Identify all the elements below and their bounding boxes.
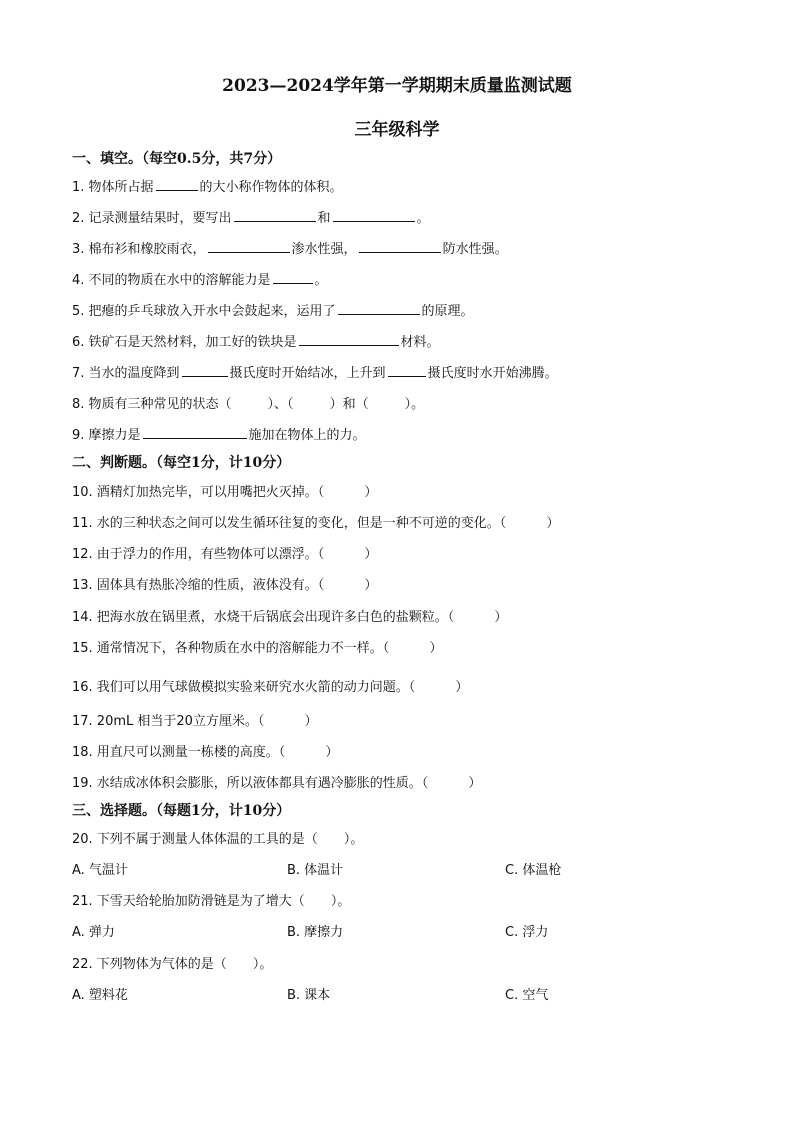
answer-blank[interactable] [182, 364, 228, 377]
answer-blank[interactable] [273, 271, 313, 284]
question-6: 6. 铁矿石是天然材料，加工好的铁块是 材料。 [72, 335, 440, 350]
question-18: 18. 用直尺可以测量一栋楼的高度。（ ） [72, 745, 339, 760]
question-11: 11. 水的三种状态之间可以发生循环往复的变化，但是一种不可逆的变化。（ ） [72, 516, 560, 531]
question-5: 5. 把瘪的乒乓球放入开水中会鼓起来，运用了 的原理。 [72, 304, 474, 319]
section-multiple-choice-heading: 三、选择题。（每题1分，计10分） [72, 803, 291, 819]
question-2: 2. 记录测量结果时，要写出 和 。 [72, 211, 430, 226]
question-8: 8. 物质有三种常见的状态（ ）、（ ）和（ ）。 [72, 397, 425, 412]
answer-blank[interactable] [208, 240, 290, 253]
option-b[interactable]: B. 摩擦力 [287, 925, 344, 940]
answer-blank[interactable] [156, 178, 198, 191]
section-fill-blank-heading: 一、填空。（每空0.5分，共7分） [72, 151, 282, 167]
answer-blank[interactable] [234, 209, 316, 222]
question-16: 16. 我们可以用气球做模拟实验来研究水火箭的动力问题。（ ） [72, 680, 469, 695]
option-b[interactable]: B. 体温计 [287, 863, 344, 878]
question-10: 10. 酒精灯加热完毕，可以用嘴把火灭掉。（ ） [72, 485, 378, 500]
question-1: 1. 物体所占据 的大小称作物体的体积。 [72, 180, 343, 195]
question-14: 14. 把海水放在锅里煮，水烧干后锅底会出现许多白色的盐颗粒。（ ） [72, 610, 508, 625]
question-17: 17. 20mL 相当于20立方厘米。（ ） [72, 714, 318, 729]
question-4: 4. 不同的物质在水中的溶解能力是 。 [72, 273, 328, 288]
option-a[interactable]: A. 弹力 [72, 925, 115, 940]
option-a[interactable]: A. 气温计 [72, 863, 128, 878]
question-19: 19. 水结成冰体积会膨胀，所以液体都具有遇冷膨胀的性质。（ ） [72, 776, 482, 791]
answer-blank[interactable] [299, 333, 399, 346]
question-7: 7. 当水的温度降到 摄氏度时开始结冰，上升到 摄氏度时水开始沸腾。 [72, 366, 558, 381]
option-a[interactable]: A. 塑料花 [72, 988, 128, 1003]
section-true-false-heading: 二、判断题。（每空1分，计10分） [72, 455, 291, 471]
question-21: 21. 下雪天给轮胎加防滑链是为了增大（ ）。 [72, 894, 351, 909]
question-3: 3. 棉布衫和橡胶雨衣， 渗水性强， 防水性强。 [72, 242, 508, 257]
answer-blank[interactable] [338, 302, 420, 315]
question-20: 20. 下列不属于测量人体体温的工具的是（ ）。 [72, 832, 364, 847]
question-15: 15. 通常情况下，各种物质在水中的溶解能力不一样。（ ） [72, 641, 443, 656]
option-c[interactable]: C. 空气 [505, 988, 549, 1003]
exam-title: 2023—2024学年第一学期期末质量监测试题 [222, 76, 572, 96]
question-12: 12. 由于浮力的作用，有些物体可以漂浮。（ ） [72, 547, 378, 562]
answer-blank[interactable] [143, 426, 247, 439]
answer-blank[interactable] [388, 364, 426, 377]
question-9: 9. 摩擦力是 施加在物体上的力。 [72, 428, 366, 443]
answer-blank[interactable] [333, 209, 415, 222]
exam-subtitle: 三年级科学 [354, 120, 440, 140]
question-22: 22. 下列物体为气体的是（ ）。 [72, 957, 273, 972]
option-c[interactable]: C. 体温枪 [505, 863, 562, 878]
answer-blank[interactable] [359, 240, 441, 253]
option-b[interactable]: B. 课本 [287, 988, 331, 1003]
option-c[interactable]: C. 浮力 [505, 925, 549, 940]
question-13: 13. 固体具有热胀冷缩的性质，液体没有。（ ） [72, 578, 378, 593]
